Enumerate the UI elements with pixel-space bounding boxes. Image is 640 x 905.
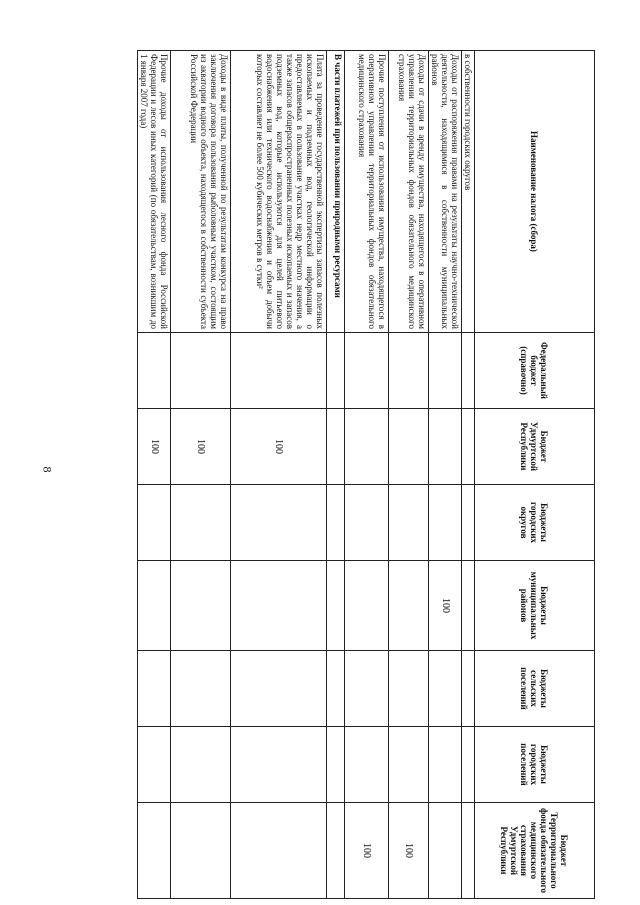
header-cell: Наименование налога (сбора) [475, 51, 595, 333]
share-cell [389, 561, 429, 651]
page-number: 8 [40, 466, 55, 473]
header-row [475, 51, 595, 899]
share-cell: 100 [345, 803, 389, 899]
share-cell [171, 803, 231, 899]
share-cell [389, 727, 429, 803]
share-cell [327, 651, 345, 727]
tax-name-cell: Прочие доходы от использования лесного фонда Российской Федерации и лесов иных категорий (по обязательствам, возникшим до 1 января 2007 года) [138, 51, 171, 333]
share-cell [429, 803, 462, 899]
share-cell [389, 409, 429, 485]
share-cell: 100 [231, 409, 327, 485]
share-cell [327, 333, 345, 409]
table-body [138, 51, 475, 899]
share-cell [171, 333, 231, 409]
share-cell [171, 485, 231, 561]
share-cell [171, 727, 231, 803]
share-cell [171, 561, 231, 651]
header-cell: Бюджет Территориального фонда обязательного медицинского страхования Удмуртской Республики [475, 803, 595, 899]
share-cell [462, 485, 475, 561]
share-cell [429, 333, 462, 409]
share-cell [138, 333, 171, 409]
table-row [429, 51, 462, 899]
share-cell [345, 485, 389, 561]
share-cell [327, 727, 345, 803]
share-cell [462, 803, 475, 899]
share-cell [345, 561, 389, 651]
tax-distribution-table [137, 50, 595, 899]
table-row [345, 51, 389, 899]
share-cell [171, 651, 231, 727]
share-cell [327, 803, 345, 899]
tax-name-cell: Плата за проведение государственной экспертизы запасов полезных ископаемых и подземных вод, геологической информации о предоставляемых в пользование участках недр местного значения, а также запасов общераспространенных полезных ископаемых и запасов подземных вод, которые используются для целей питьевого водоснабжения или технического водоснабжения и объем добычи которых составляет не более 500 кубических метров в сутки² [231, 51, 327, 333]
tax-name-cell: в собственности городских округов [462, 51, 475, 333]
header-cell: Бюджеты городских округов [475, 485, 595, 561]
share-cell: 100 [389, 803, 429, 899]
share-cell [138, 561, 171, 651]
share-cell: 100 [171, 409, 231, 485]
share-cell [231, 651, 327, 727]
share-cell [138, 803, 171, 899]
share-cell [389, 651, 429, 727]
share-cell [327, 485, 345, 561]
table-row [462, 51, 475, 899]
header-cell: Федеральный бюджет (справочно) [475, 333, 595, 409]
table-row [389, 51, 429, 899]
share-cell [231, 803, 327, 899]
share-cell [231, 333, 327, 409]
tax-name-cell: Доходы от распоряжения правами на результаты научно-технической деятельности, находящимися в собственности муниципальных районов [429, 51, 462, 333]
share-cell [429, 485, 462, 561]
table-row [231, 51, 327, 899]
tax-name-cell: Доходы от сдачи в аренду имущества, находящегося в оперативном управлении территориальных фондов обязательного медицинского страхования [389, 51, 429, 333]
share-cell [231, 727, 327, 803]
share-cell [345, 409, 389, 485]
share-cell [231, 485, 327, 561]
share-cell [462, 333, 475, 409]
share-cell [345, 333, 389, 409]
header-cell: Бюджет Удмуртской Республики [475, 409, 595, 485]
table-container [139, 50, 595, 898]
share-cell [138, 485, 171, 561]
table-row [138, 51, 171, 899]
share-cell [429, 727, 462, 803]
header-cell: Бюджеты городских поселений [475, 727, 595, 803]
tax-name-cell: В части платежей при пользовании природными ресурсами [327, 51, 345, 333]
share-cell [429, 651, 462, 727]
share-cell [429, 409, 462, 485]
share-cell [462, 727, 475, 803]
share-cell [345, 651, 389, 727]
share-cell [138, 727, 171, 803]
table-row [171, 51, 231, 899]
share-cell: 100 [429, 561, 462, 651]
share-cell: 100 [138, 409, 171, 485]
share-cell [231, 561, 327, 651]
header-cell: Бюджеты сельских поселений [475, 651, 595, 727]
share-cell [327, 409, 345, 485]
share-cell [345, 727, 389, 803]
share-cell [462, 561, 475, 651]
header-cell: Бюджеты муниципальных районов [475, 561, 595, 651]
share-cell [327, 561, 345, 651]
share-cell [138, 651, 171, 727]
tax-name-cell: Прочие поступления от использования имущества, находящегося в оперативном управлении территориальных фондов обязательного медицинского страхования [345, 51, 389, 333]
table-row [327, 51, 345, 899]
share-cell [389, 485, 429, 561]
tax-name-cell: Доходы в виде платы, полученной по результатам конкурса на право заключения договора пользования рыболовным участком, состоящим из акватории водного объекта, находящегося в собственности субъекта Российской Федерации [171, 51, 231, 333]
share-cell [462, 409, 475, 485]
share-cell [389, 333, 429, 409]
share-cell [462, 651, 475, 727]
